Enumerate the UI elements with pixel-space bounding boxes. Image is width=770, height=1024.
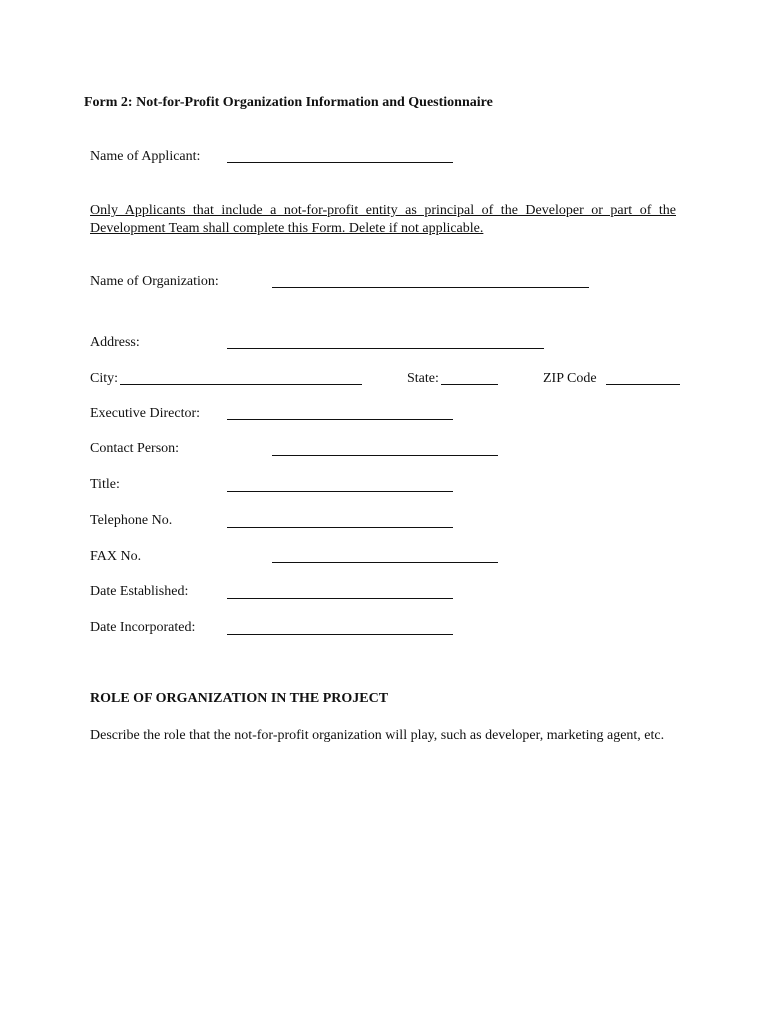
telephone-label: Telephone No. — [90, 513, 173, 528]
title-label: Title: — [90, 477, 120, 492]
address-field[interactable] — [227, 348, 544, 349]
city-field[interactable] — [120, 384, 362, 385]
form-title: Form 2: Not-for-Profit Organization Information and Questionnaire — [84, 95, 493, 110]
role-description: Describe the role that the not-for-profit organization will play, such as developer, marketing agent, etc. — [90, 728, 665, 743]
applicant-label: Name of Applicant: — [90, 149, 201, 164]
organization-field[interactable] — [272, 287, 589, 288]
fax-label: FAX No. — [90, 549, 142, 564]
date-established-label: Date Established: — [90, 584, 189, 599]
zip-field[interactable] — [606, 384, 680, 385]
zip-label: ZIP Code — [543, 371, 597, 386]
date-established-field[interactable] — [227, 598, 453, 599]
role-section-heading: ROLE OF ORGANIZATION IN THE PROJECT — [90, 691, 389, 706]
organization-label: Name of Organization: — [90, 274, 219, 289]
city-label: City: — [90, 371, 119, 386]
state-label: State: — [407, 371, 439, 386]
contact-person-field[interactable] — [272, 455, 498, 456]
address-label: Address: — [90, 335, 140, 350]
date-incorporated-field[interactable] — [227, 634, 453, 635]
executive-director-field[interactable] — [227, 419, 453, 420]
state-field[interactable] — [441, 384, 498, 385]
applicability-notice: Only Applicants that include a not-for-profit entity as principal of the Developer or part of the Development Team shall complete this Form. Delete if not applicable. — [90, 203, 676, 236]
telephone-field[interactable] — [227, 527, 453, 528]
applicant-field[interactable] — [227, 162, 453, 163]
contact-person-label: Contact Person: — [90, 441, 180, 456]
date-incorporated-label: Date Incorporated: — [90, 620, 196, 635]
title-field[interactable] — [227, 491, 453, 492]
executive-director-label: Executive Director: — [90, 406, 201, 421]
fax-field[interactable] — [272, 562, 498, 563]
